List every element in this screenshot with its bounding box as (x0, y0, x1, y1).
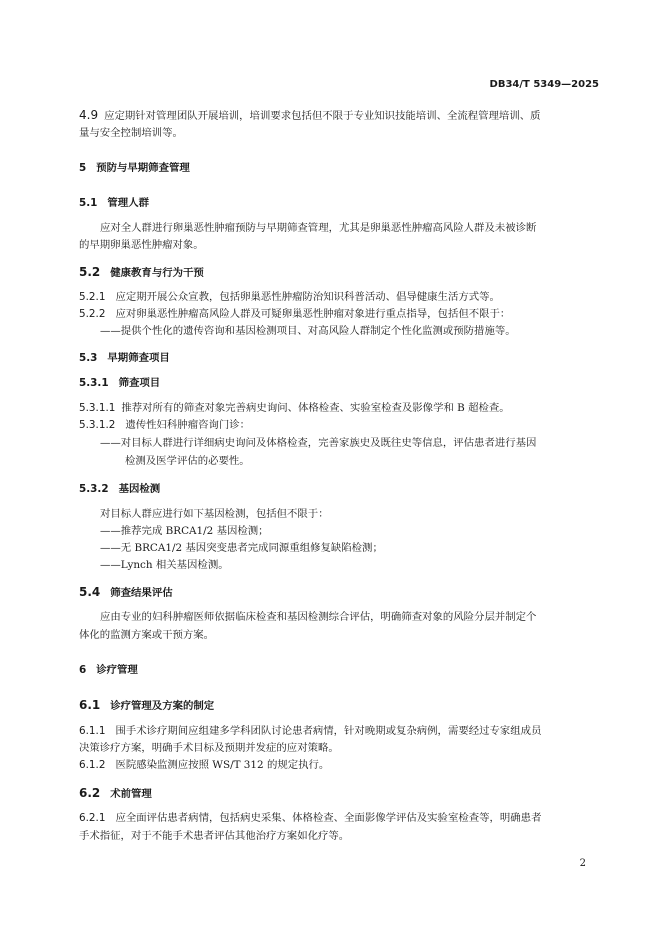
clause-6-2-1-cont (79, 829, 349, 843)
list-item-text: 检测及医学评估的必要性。 (125, 455, 250, 467)
clause-number: 6.1.2 (79, 759, 106, 771)
clause-6-1-1-cont (79, 741, 339, 755)
list-item (100, 524, 269, 538)
clause-text: 应对卵巢恶性肿瘤高风险人群及可疑卵巢恶性肿瘤对象进行重点指导，包括但不限于： (115, 308, 511, 320)
paragraph-text: 对目标人群应进行如下基因检测，包括但不限于： (100, 508, 329, 520)
section-5-4-heading (79, 585, 173, 600)
list-item-text: ——提供个性化的遗传咨询和基因检测项目、对高风险人群制定个性化监测或预防措施等。 (100, 325, 516, 337)
section-6-2-heading (79, 786, 152, 801)
section-title: 筛查结果评估 (110, 587, 173, 599)
list-item (100, 558, 229, 572)
section-number: 5.4 (79, 585, 101, 599)
clause-text: 推荐对所有的筛查对象完善病史询问、体格检查、实验室检查及影像学和 B 超检查。 (121, 402, 510, 414)
paragraph-5-4-cont (79, 628, 214, 642)
paragraph-5-4 (100, 610, 536, 624)
section-number: 5.3 (79, 352, 98, 364)
section-number: 6 (79, 664, 87, 676)
paragraph-text: 应由专业的妇科肿瘤医师依据临床检查和基因检测综合评估，明确筛查对象的风险分层并制定个 (100, 611, 537, 623)
section-title: 管理人群 (107, 197, 149, 209)
section-5-3-2-heading (79, 482, 160, 496)
paragraph-5-3-2 (100, 507, 329, 521)
section-6-heading (79, 663, 138, 677)
clause-text: 应定期针对管理团队开展培训，培训要求包括但不限于专业知识技能培训、全流程管理培训、质 (104, 110, 541, 122)
list-item-text: ——Lynch 相关基因检测。 (100, 559, 229, 571)
section-title: 诊疗管理 (96, 664, 138, 676)
list-item-cont (125, 454, 250, 468)
clause-number: 5.2.1 (79, 291, 106, 303)
paragraph-text: 体化的监测方案或干预方案。 (79, 629, 215, 641)
section-title: 健康教育与行为干预 (110, 267, 204, 279)
list-item-text: ——推荐完成 BRCA1/2 基因检测； (100, 525, 269, 537)
clause-number: 5.3.1.1 (79, 402, 116, 414)
section-number: 5.1 (79, 197, 98, 209)
section-number: 5 (79, 162, 87, 174)
section-title: 术前管理 (110, 788, 152, 800)
clause-4-9 (79, 108, 541, 123)
clause-text: 围手术诊疗期间应组建多学科团队讨论患者病情，针对晚期或复杂病例，需要经过专家组成员 (115, 725, 542, 737)
clause-5-2-2 (79, 307, 510, 321)
clause-6-1-2 (79, 758, 329, 772)
section-number: 6.2 (79, 786, 101, 800)
page-number: 2 (579, 858, 586, 869)
clause-5-3-1-2 (79, 418, 250, 432)
clause-number: 5.3.1.2 (79, 419, 116, 431)
section-title: 早期筛查项目 (107, 352, 170, 364)
clause-text: 手术指征，对于不能手术患者评估其他治疗方案如化疗等。 (79, 830, 350, 842)
list-item (100, 541, 383, 555)
clause-6-2-1 (79, 811, 541, 825)
section-number: 5.3.1 (79, 377, 109, 389)
clause-text: 遗传性妇科肿瘤咨询门诊： (125, 419, 251, 431)
section-6-1-heading (79, 698, 214, 713)
clause-5-2-1 (79, 290, 500, 304)
clause-number: 6.2.1 (79, 812, 106, 824)
clause-text: 医院感染监测应按照 WS/T 312 的规定执行。 (115, 759, 330, 771)
clause-text: 量与安全控制培训等。 (79, 127, 183, 139)
clause-6-1-1 (79, 724, 541, 738)
section-5-3-1-heading (79, 376, 160, 390)
section-5-3-heading (79, 351, 170, 365)
clause-5-3-1-1 (79, 401, 510, 415)
clause-number: 5.2.2 (79, 308, 106, 320)
section-title: 预防与早期筛查管理 (96, 162, 190, 174)
list-item (100, 324, 516, 338)
paragraph-text: 的早期卵巢恶性肿瘤对象。 (79, 239, 204, 251)
section-number: 6.1 (79, 698, 101, 712)
section-number: 5.3.2 (79, 483, 109, 495)
section-title: 诊疗管理及方案的制定 (110, 700, 215, 712)
clause-number: 6.1.1 (79, 725, 106, 737)
list-item (100, 436, 536, 450)
section-5-2-heading (79, 265, 204, 280)
paragraph-text: 应对全人群进行卵巢恶性肿瘤预防与早期筛查管理，尤其是卵巢恶性肿瘤高风险人群及未被诊断 (100, 222, 537, 234)
section-5-heading (79, 161, 190, 175)
clause-number: 4.9 (79, 108, 99, 122)
list-item-text: ——无 BRCA1/2 基因突变患者完成同源重组修复缺陷检测； (100, 542, 383, 554)
section-number: 5.2 (79, 265, 101, 279)
section-title: 基因检测 (118, 483, 161, 495)
clause-4-9-cont (79, 126, 183, 140)
clause-text: 应定期开展公众宣教，包括卵巢恶性肿瘤防治知识科普活动、倡导健康生活方式等。 (115, 291, 500, 303)
paragraph-5-1-cont (79, 238, 204, 252)
clause-text: 应全面评估患者病情，包括病史采集、体格检查、全面影像学评估及实验室检查等，明确患者 (115, 812, 542, 824)
paragraph-5-1 (100, 221, 536, 235)
clause-text: 决策诊疗方案，明确手术目标及预期并发症的应对策略。 (79, 742, 339, 754)
document-code: DB34/T 5349—2025 (489, 79, 599, 90)
list-item-text: ——对目标人群进行详细病史询问及体格检查，完善家族史及既往史等信息，评估患者进行基因 (100, 437, 537, 449)
section-title: 筛查项目 (118, 377, 161, 389)
section-5-1-heading (79, 196, 149, 210)
